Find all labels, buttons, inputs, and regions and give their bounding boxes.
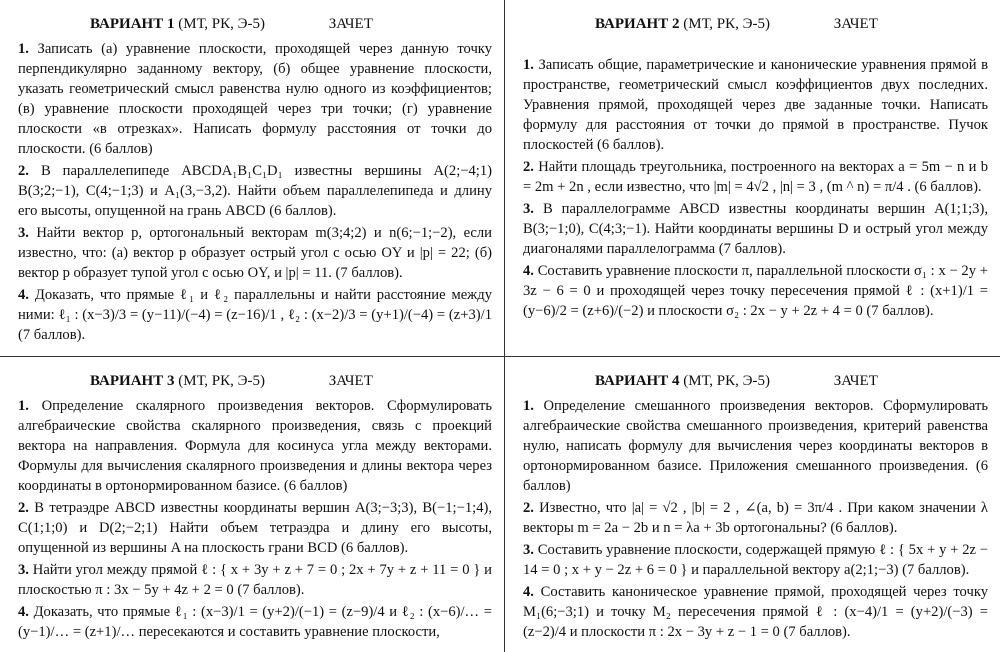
task-text: Известно, что |a| = √2 , |b| = 2 , ∠(a, b) = 3π/4 . При каком значении λ векторы m = 2a − 2b и n = λa + 3b ортогональны? (6 баллов). (523, 500, 988, 536)
task-number: 1. (18, 41, 29, 57)
variant-header (18, 373, 492, 390)
variant-4-card (505, 357, 1000, 652)
task-number: 1. (523, 57, 534, 73)
task-text: В параллелепипеде ABCDA₁B₁C₁D₁ известны вершины A(2;−4;1) B(3;2;−1), C(4;−1;3) и A₁(3,−3,2). Найти объем параллелепипеда и длину его высоты, опущенной на грань ABCD (6 баллов). (18, 163, 493, 219)
task-1 (523, 55, 988, 155)
task-number: 3. (18, 225, 29, 241)
variant-1-card (0, 0, 505, 357)
credit-label: ЗАЧЕТ (328, 16, 373, 32)
task-number: 2. (18, 500, 29, 516)
task-3 (523, 199, 988, 259)
task-text: В тетраэдре ABCD известны координаты вершин A(3;−3;3), B(−1;−1;4), C(1;1;0) и D(2;−2;1) Найти объем тетраэдра и длину его высоты, опущенной из вершины A на плоскость грани BCD (6 баллов). (18, 500, 492, 556)
credit-label: ЗАЧЕТ (833, 16, 878, 32)
task-4 (18, 602, 492, 642)
task-text: Записать (а) уравнение плоскости, проходящей через данную точку перпендикулярно заданному вектору, (б) общее уравнение плоскости, указать геометрический смысл равенства нулю одного из коэффициентов; (в) уравнение плоскости проходящей через три точки; (г) уравнение плоскости «в отрезках». Написать формулу расстояния от точки до плоскости. (6 баллов) (18, 41, 492, 157)
task-1 (523, 396, 988, 496)
task-number: 2. (18, 163, 29, 179)
variant-header (18, 16, 492, 33)
task-2 (18, 161, 492, 221)
variant-meta: (МТ, РК, Э-5) (178, 16, 265, 32)
variant-header (523, 16, 988, 33)
task-text: Найти площадь треугольника, построенного на векторах a = 5m − n и b = 2m + 2n , если известно, что |m| = 4√2 , |n| = 3 , (m ^ n) = π/4 . (6 баллов). (523, 159, 989, 195)
credit-label: ЗАЧЕТ (328, 373, 373, 389)
task-number: 4. (18, 604, 29, 620)
variant-meta: (МТ, РК, Э-5) (683, 373, 770, 389)
task-4 (523, 582, 988, 642)
task-number: 1. (18, 398, 29, 414)
task-text: В параллелограмме ABCD известны координаты вершин A(1;1;3), B(3;−1;0), C(4;3;−1). Найти координаты вершины D и острый угол между диагоналями параллелограмма (7 баллов). (523, 201, 988, 257)
task-number: 2. (523, 500, 534, 516)
variant-title: ВАРИАНТ 4 (595, 373, 680, 389)
variant-title: ВАРИАНТ 2 (595, 16, 680, 32)
task-3 (18, 560, 492, 600)
credit-label: ЗАЧЕТ (833, 373, 878, 389)
task-text: Составить каноническое уравнение прямой, проходящей через точку M₁(6;−3;1) и точку M₂ пересечения прямой ℓ : (x−4)/1 = (y+2)/(−3) = (z−2)/4 и плоскости π : 2x − 3y + z − 1 = 0 (7 баллов). (523, 584, 988, 640)
task-text: Составить уравнение плоскости, содержащей прямую ℓ : { 5x + y + 2z − 14 = 0 ; x + y − 2z + 6 = 0 } и параллельной вектору a(2;1;−3) (7 баллов). (523, 542, 988, 578)
task-text: Записать общие, параметрические и канонические уравнения прямой в пространстве, геометрический смысл коэффициентов двух последних. Уравнения прямой, проходящей через две заданные точки. Написать формулу для расстояния от точки до прямой в пространстве. Пучок плоскостей (6 баллов). (523, 57, 988, 153)
task-number: 4. (18, 287, 29, 303)
task-number: 4. (523, 263, 534, 279)
variant-title: ВАРИАНТ 3 (90, 373, 175, 389)
task-3 (18, 223, 492, 283)
variant-title: ВАРИАНТ 1 (90, 16, 175, 32)
variant-meta: (МТ, РК, Э-5) (178, 373, 265, 389)
task-2 (523, 498, 988, 538)
variant-2-card (505, 0, 1000, 357)
variant-3-card (0, 357, 505, 652)
task-number: 3. (523, 542, 534, 558)
task-2 (523, 157, 988, 197)
task-text: Найти вектор p, ортогональный векторам m(3;4;2) и n(6;−1;−2), если известно, что: (а) вектор p образует острый угол с осью OY и |p| = 22; (б) вектор p образует тупой угол с осью OY, и |p| = 11. (7 баллов). (18, 225, 492, 281)
task-text: Найти угол между прямой ℓ : { x + 3y + z + 7 = 0 ; 2x + 7y + z + 11 = 0 } и плоскостью π : 3x − 5y + 4z + 2 = 0 (7 баллов). (18, 562, 492, 598)
task-number: 2. (523, 159, 534, 175)
task-text: Определение скалярного произведения векторов. Сформулировать алгебраические свойства скалярного произведения, связь с проекций вектора на направления. Формула для косинуса угла между векторами. Формулы для вычисления скалярного произведения и длины вектора через координаты в ортонормированном базисе. (6 баллов) (18, 398, 492, 494)
task-text: Доказать, что прямые ℓ₁ и ℓ₂ параллельны и найти расстояние между ними: ℓ₁ : (x−3)/3 = (y−11)/(−4) = (z−16)/1 , ℓ₂ : (x−2)/3 = (y+1)/(−4) = (z+3)/1 (7 баллов). (18, 287, 492, 343)
task-text: Составить уравнение плоскости π, параллельной плоскости σ₁ : x − 2y + 3z − 6 = 0 и проходящей через точку пересечения прямой ℓ : (x+1)/1 = (y−6)/2 = (z+6)/(−2) и плоскости σ₂ : 2x − y + 2z + 4 = 0 (7 баллов). (523, 263, 988, 319)
task-number: 3. (523, 201, 534, 217)
task-text: Определение смешанного произведения векторов. Сформулировать алгебраические свойства смешанного произведения, критерий равенства нулю, написать формулу для вычисления через координаты векторов в ортонормированном базисе. Приложения смешанного произведения. (6 баллов) (523, 398, 988, 494)
task-2 (18, 498, 492, 558)
task-number: 4. (523, 584, 534, 600)
task-4 (18, 285, 492, 345)
task-number: 1. (523, 398, 534, 414)
task-text: Доказать, что прямые ℓ₁ : (x−3)/1 = (y+2)/(−1) = (z−9)/4 и ℓ₂ : (x−6)/… = (y−1)/… = (z+1)/… пересекаются и составить уравнение плоскости, (18, 604, 492, 640)
variant-header (523, 373, 988, 390)
task-3 (523, 540, 988, 580)
task-4 (523, 261, 988, 321)
task-number: 3. (18, 562, 29, 578)
task-1 (18, 39, 492, 159)
task-1 (18, 396, 492, 496)
variant-meta: (МТ, РК, Э-5) (683, 16, 770, 32)
